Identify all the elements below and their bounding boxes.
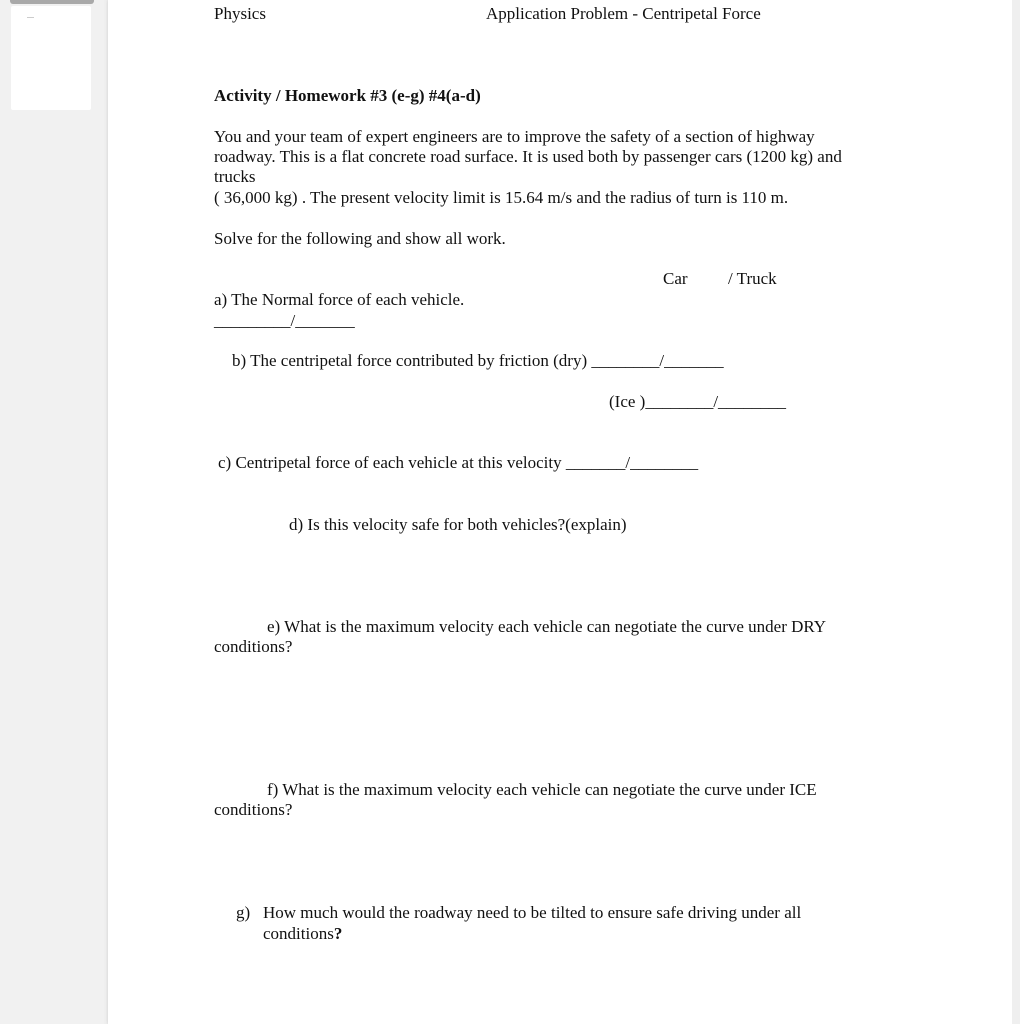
page-thumbnail[interactable] bbox=[11, 6, 91, 110]
viewer-right-margin bbox=[1012, 0, 1020, 1024]
question-b-ice: (Ice )________/________ bbox=[609, 392, 787, 411]
subject-label: Physics bbox=[214, 4, 266, 23]
thumbnail-mark: — bbox=[27, 14, 34, 21]
question-f-line-1: f) What is the maximum velocity each vehicle can negotiate the curve under ICE bbox=[267, 780, 817, 799]
intro-line-3: trucks bbox=[214, 167, 256, 186]
question-e-line-2: conditions? bbox=[214, 637, 293, 656]
document-page bbox=[108, 0, 1012, 1024]
activity-heading: Activity / Homework #3 (e-g) #4(a-d) bbox=[214, 86, 481, 105]
question-f-line-2: conditions? bbox=[214, 800, 293, 819]
question-g-mark: ? bbox=[333, 924, 343, 943]
question-g-line-1: How much would the roadway need to be tilted to ensure safe driving under all bbox=[263, 903, 802, 922]
thumbnail-sidebar bbox=[0, 0, 104, 1024]
question-e-line-1: e) What is the maximum velocity each vehicle can negotiate the curve under DRY bbox=[267, 617, 827, 636]
column-truck: / Truck bbox=[728, 269, 777, 288]
question-d: d) Is this velocity safe for both vehicles?(explain) bbox=[289, 515, 627, 534]
question-g-conditions: conditions bbox=[263, 924, 334, 943]
question-g-label: g) bbox=[236, 903, 251, 922]
question-c: c) Centripetal force of each vehicle at this velocity _______/________ bbox=[218, 453, 699, 472]
column-car: Car bbox=[663, 269, 688, 288]
sidebar-scroll-indicator[interactable] bbox=[10, 0, 94, 4]
instruction-text: Solve for the following and show all work. bbox=[214, 229, 506, 248]
intro-line-4: ( 36,000 kg) . The present velocity limit is 15.64 m/s and the radius of turn is 110 m. bbox=[214, 188, 789, 207]
page-title: Application Problem - Centripetal Force bbox=[486, 4, 761, 23]
question-b: b) The centripetal force contributed by friction (dry) ________/_______ bbox=[232, 351, 724, 370]
question-a: a) The Normal force of each vehicle. bbox=[214, 290, 465, 309]
intro-line-2: roadway. This is a flat concrete road surface. It is used both by passenger cars (1200 kg) and bbox=[214, 147, 842, 166]
question-g-line-2 bbox=[263, 924, 342, 944]
intro-line-1: You and your team of expert engineers are to improve the safety of a section of highway bbox=[214, 127, 815, 146]
question-a-blank: _________/_______ bbox=[214, 311, 355, 330]
